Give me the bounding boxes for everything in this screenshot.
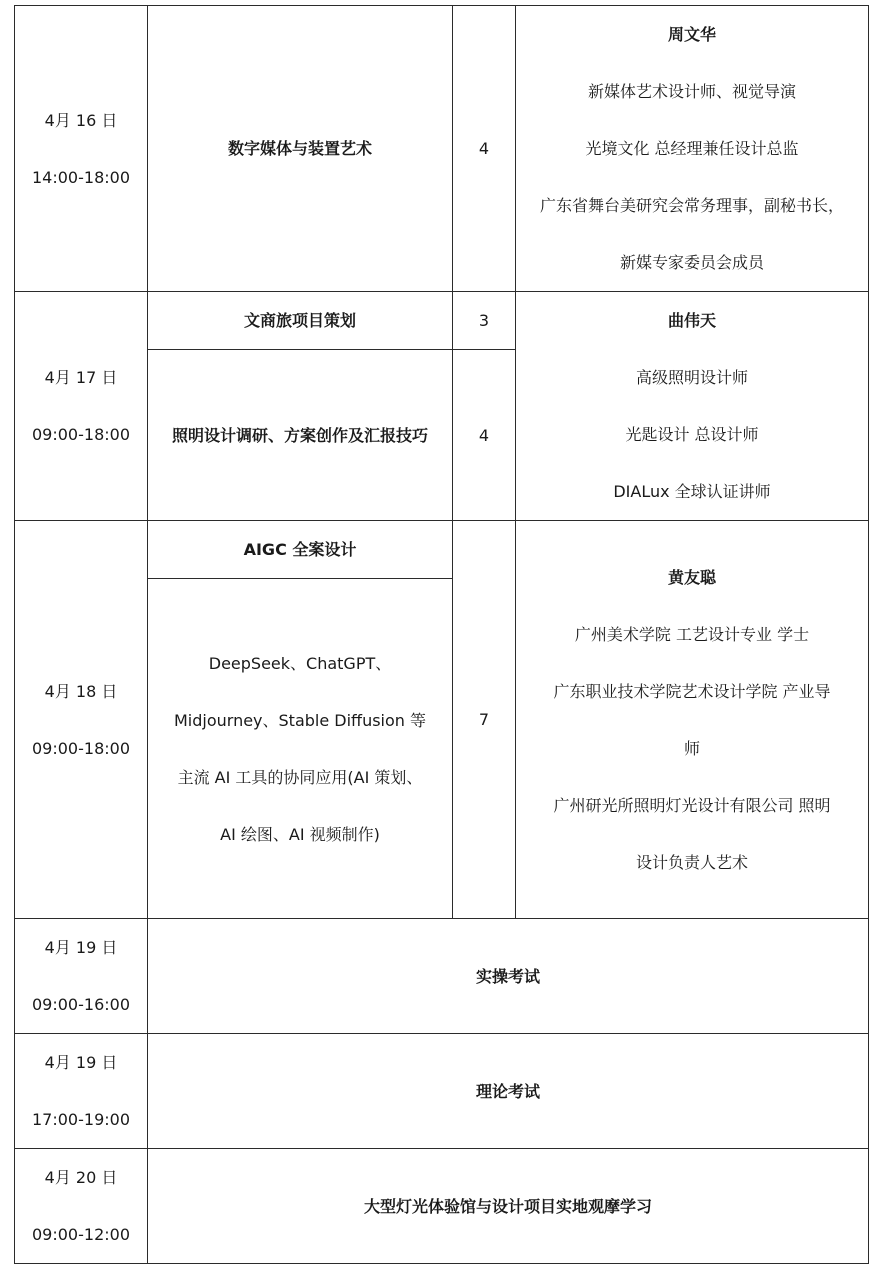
date: 4月 19 日: [44, 1053, 118, 1072]
time: 09:00-16:00: [32, 995, 130, 1014]
teacher-name: 周文华: [667, 25, 716, 44]
course-desc-line: Midjourney、Stable Diffusion 等: [173, 710, 427, 730]
time: 14:00-18:00: [32, 167, 130, 187]
date-time-cell: [15, 292, 148, 521]
course-desc-line: 主流 AI 工具的协同应用(AI 策划、: [177, 767, 423, 787]
table-row: [15, 1149, 869, 1264]
teacher-bio-line: 新媒体艺术设计师、视觉导演: [587, 82, 796, 101]
teacher-name: 曲伟天: [667, 311, 716, 330]
time: 09:00-18:00: [32, 738, 130, 758]
date-time-cell: [15, 6, 148, 292]
teacher-bio-line: 广州研光所照明灯光设计有限公司 照明: [553, 795, 831, 815]
hours: 3: [453, 292, 516, 350]
teacher-bio-line: 新媒专家委员会成员: [619, 253, 764, 272]
teacher-bio-line: 高级照明设计师: [635, 368, 748, 387]
date: 4月 18 日: [44, 681, 118, 701]
hours: 4: [453, 350, 516, 521]
date-time-cell: [15, 919, 148, 1034]
teacher-cell: [516, 292, 869, 521]
table-row: [15, 292, 869, 350]
table-row: [15, 521, 869, 579]
time: 17:00-19:00: [32, 1110, 130, 1129]
course-desc-line: DeepSeek、ChatGPT、: [208, 653, 392, 673]
teacher-bio-line: 广州美术学院 工艺设计专业 学士: [574, 624, 810, 644]
table-row: [15, 919, 869, 1034]
teacher-bio-line: DIALux 全球认证讲师: [613, 482, 771, 501]
date-time-cell: [15, 1149, 148, 1264]
teacher-bio-line: 光境文化 总经理兼任设计总监: [585, 139, 799, 158]
teacher-cell: [516, 521, 869, 919]
teacher-bio-line: 广东职业技术学院艺术设计学院 产业导: [553, 681, 831, 701]
hours: 4: [453, 6, 516, 292]
activity: 大型灯光体验馆与设计项目实地观摩学习: [148, 1149, 869, 1264]
activity: 理论考试: [148, 1034, 869, 1149]
teacher-cell: [516, 6, 869, 292]
table-row: [15, 6, 869, 292]
table-row: [15, 1034, 869, 1149]
course-name: 文商旅项目策划: [148, 292, 453, 350]
date: 4月 19 日: [44, 938, 118, 957]
time: 09:00-12:00: [32, 1225, 130, 1244]
course-description: [148, 579, 453, 919]
date-time-cell: [15, 1034, 148, 1149]
activity: 实操考试: [148, 919, 869, 1034]
course-name: 数字媒体与装置艺术: [148, 6, 453, 292]
teacher-bio-line: 光匙设计 总设计师: [625, 425, 759, 444]
course-desc-line: AI 绘图、AI 视频制作): [220, 824, 380, 844]
date: 4月 17 日: [44, 368, 118, 387]
schedule-table: [14, 5, 869, 1264]
teacher-bio-line: 师: [683, 738, 700, 758]
date: 4月 16 日: [44, 110, 118, 130]
course-name: 照明设计调研、方案创作及汇报技巧: [148, 350, 453, 521]
teacher-bio-line: 设计负责人艺术: [635, 852, 748, 872]
course-name: AIGC 全案设计: [148, 521, 453, 579]
date-time-cell: [15, 521, 148, 919]
date: 4月 20 日: [44, 1168, 118, 1187]
teacher-name: 黄友聪: [667, 567, 716, 587]
teacher-bio-line: 广东省舞台美研究会常务理事，副秘书长，: [539, 196, 844, 215]
time: 09:00-18:00: [32, 425, 130, 444]
hours: 7: [453, 521, 516, 919]
